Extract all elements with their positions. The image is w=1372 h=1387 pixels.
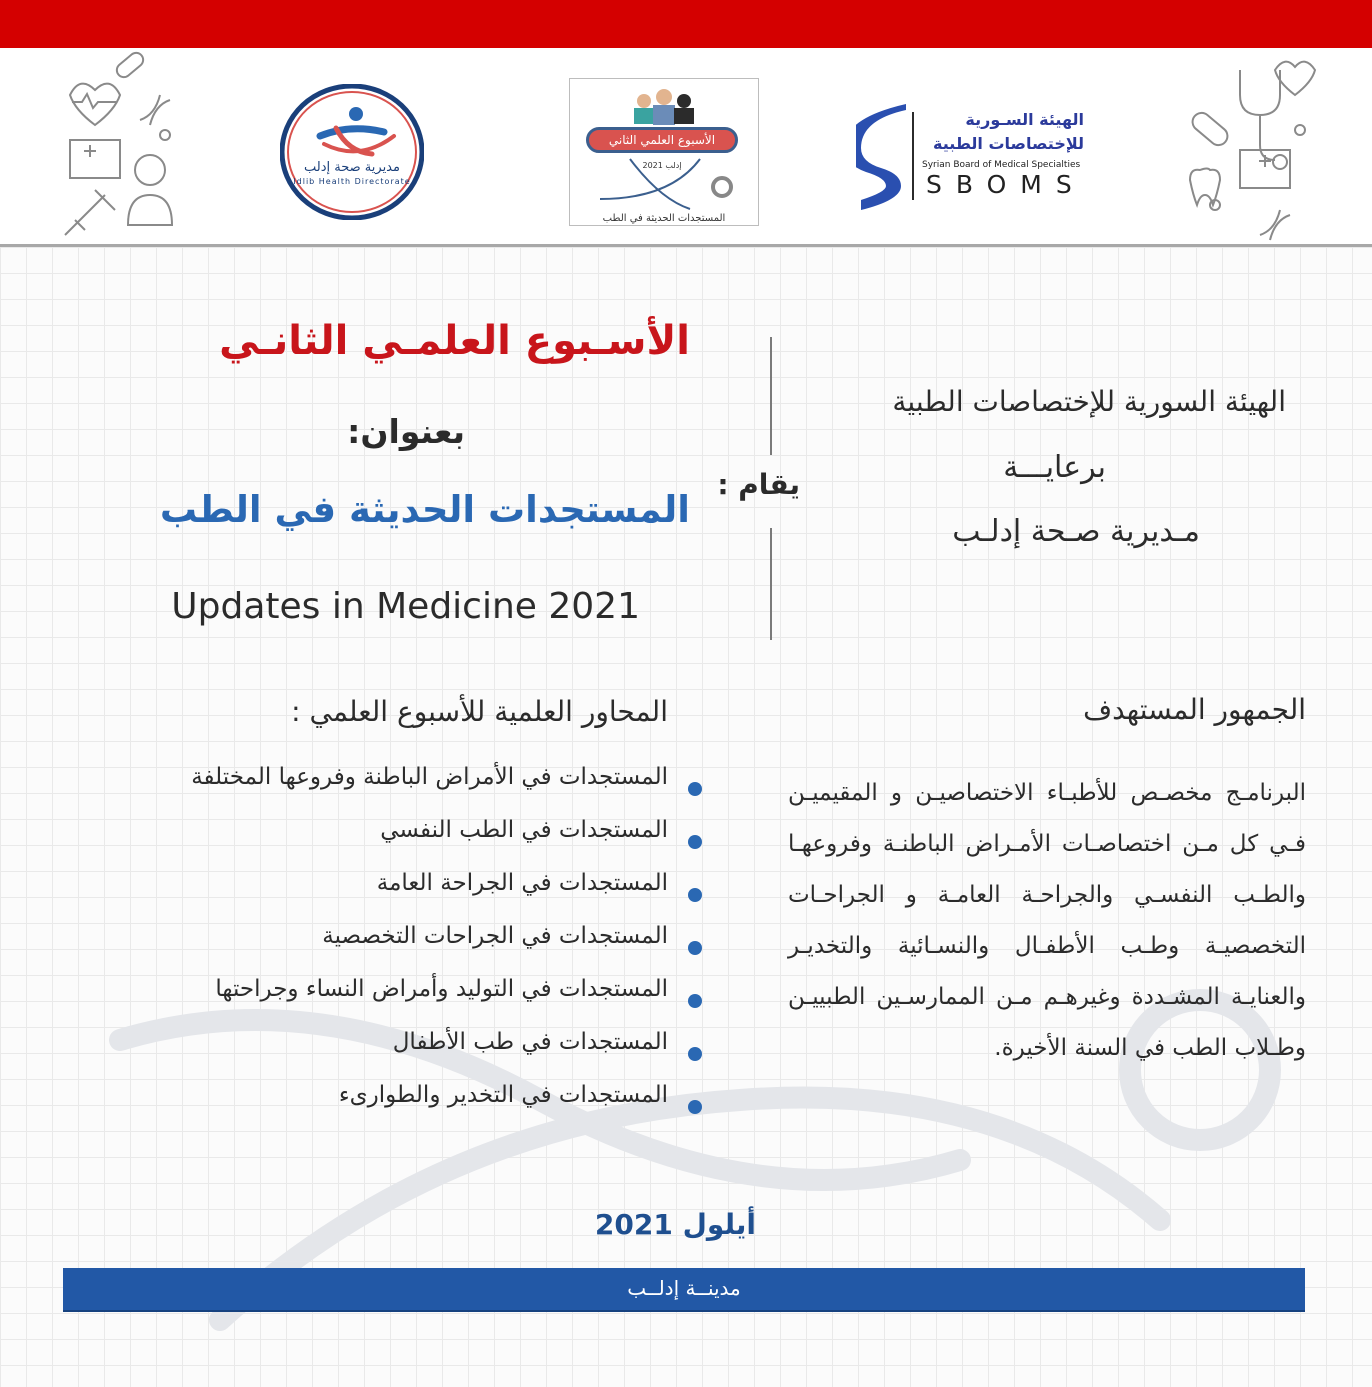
band-aid-icon: [114, 50, 146, 80]
sboms-english-name: Syrian Board of Medical Specialties: [922, 160, 1081, 170]
bullet-icon: [688, 994, 702, 1008]
scientific-week-badge: الأسبوع العلمي الثاني: [586, 127, 738, 153]
bullet-icon: [688, 1100, 702, 1114]
sboms-s-emblem: [856, 104, 916, 214]
syringe-icon: [65, 190, 115, 235]
scientific-week-logo-caption: المستجدات الحديثة في الطب: [602, 213, 726, 224]
bullet-icon: [688, 888, 702, 902]
axis-item-text: المستجدات في التوليد وأمراض النساء وجراحتها: [215, 976, 668, 1002]
axis-item-text: المستجدات في الأمراض الباطنة وفروعها المختلفة: [191, 764, 668, 790]
medical-icons-decoration-left: [50, 50, 250, 245]
footer-city: مدينــة إدلــب: [627, 1276, 741, 1300]
event-subtitle-label: بعنوان:: [347, 412, 465, 451]
bullet-icon: [688, 782, 702, 796]
axis-item-text: المستجدات في الجراحة العامة: [376, 870, 668, 896]
target-audience-paragraph: البرنامـج مخصـص للأطبـاء الاختصاصيـن و المقيميـن فـي كل مـن اختصاصـات الأمـراض الباطنـة وفروعهـا والطـب النفسـي والجراحـة العامـة و الجراحـات التخصصيـة وطـب الأطفـال والنسـائية والتخديـر والعنايـة المشـددة وغيرهـم مـن الممارسـين الطبييـن وطـلاب الطب في السنة الأخيرة.: [788, 780, 1306, 1061]
list-item: [40, 817, 706, 870]
medical-icons-decoration-right: [1170, 50, 1370, 245]
list-item: [40, 764, 706, 817]
event-english-title: Updates in Medicine 2021: [171, 586, 640, 627]
sboms-arabic-line1: الهيئة السـورية: [965, 110, 1084, 129]
axis-item-text: المستجدات في التخدير والطوارىء: [338, 1082, 668, 1108]
sponsorship-label: برعايـــة: [1003, 450, 1106, 485]
bullet-icon: [688, 835, 702, 849]
footer-bar: [63, 1268, 1305, 1312]
sponsor-directorate-name: مـديرية صـحة إدلـب: [952, 514, 1200, 549]
scientific-week-logo-year: إدلب 2021: [642, 161, 682, 170]
list-item: [40, 923, 706, 976]
list-item: [40, 1029, 706, 1082]
idlib-logo-english-name: Idlib Health Directorate: [293, 177, 411, 186]
organizer-board-name: الهيئة السورية للإختصاصات الطبية: [892, 385, 1286, 418]
sboms-logo: [856, 104, 1096, 214]
vertical-divider-bottom: [770, 528, 772, 640]
band-aid-icon: [1189, 109, 1231, 149]
sboms-abbreviation: SBOMS: [926, 170, 1086, 199]
top-red-bar: [0, 0, 1372, 48]
dna-icon: [140, 95, 170, 125]
target-audience-heading: الجمهور المستهدف: [1083, 693, 1306, 726]
bullet-icon: [688, 941, 702, 955]
axis-item-text: المستجدات في الجراحات التخصصية: [322, 923, 668, 949]
bullet-icon: [688, 1047, 702, 1061]
idlib-health-directorate-logo: [280, 84, 424, 220]
hospital-icon: [70, 140, 120, 178]
axis-item-text: المستجدات في الطب النفسي: [380, 817, 668, 843]
dna-icon: [1260, 210, 1290, 240]
doctor-icon: [135, 155, 165, 185]
list-item: [40, 870, 706, 923]
organized-by-label: يقام :: [717, 468, 800, 501]
idlib-logo-arabic-name: مديرية صحة إدلب: [304, 160, 400, 175]
event-title: الأسـبوع العلمـي الثانـي: [219, 318, 690, 364]
scientific-week-logo: [569, 78, 759, 226]
list-item: [40, 976, 706, 1029]
stethoscope-icon: [1240, 70, 1280, 160]
idlib-logo-emblem: [280, 84, 424, 220]
event-topic: المستجدات الحديثة في الطب: [159, 488, 690, 531]
sboms-arabic-line2: للإختصاصات الطبية: [933, 134, 1084, 153]
axis-item-text: المستجدات في طب الأطفال: [392, 1029, 668, 1055]
event-date: أيلول 2021: [594, 1208, 756, 1241]
vertical-divider-top: [770, 337, 772, 455]
list-item: [40, 1082, 706, 1135]
scientific-axes-heading: المحاور العلمية للأسبوع العلمي :: [291, 695, 668, 728]
scientific-axes-list: [40, 764, 706, 1135]
